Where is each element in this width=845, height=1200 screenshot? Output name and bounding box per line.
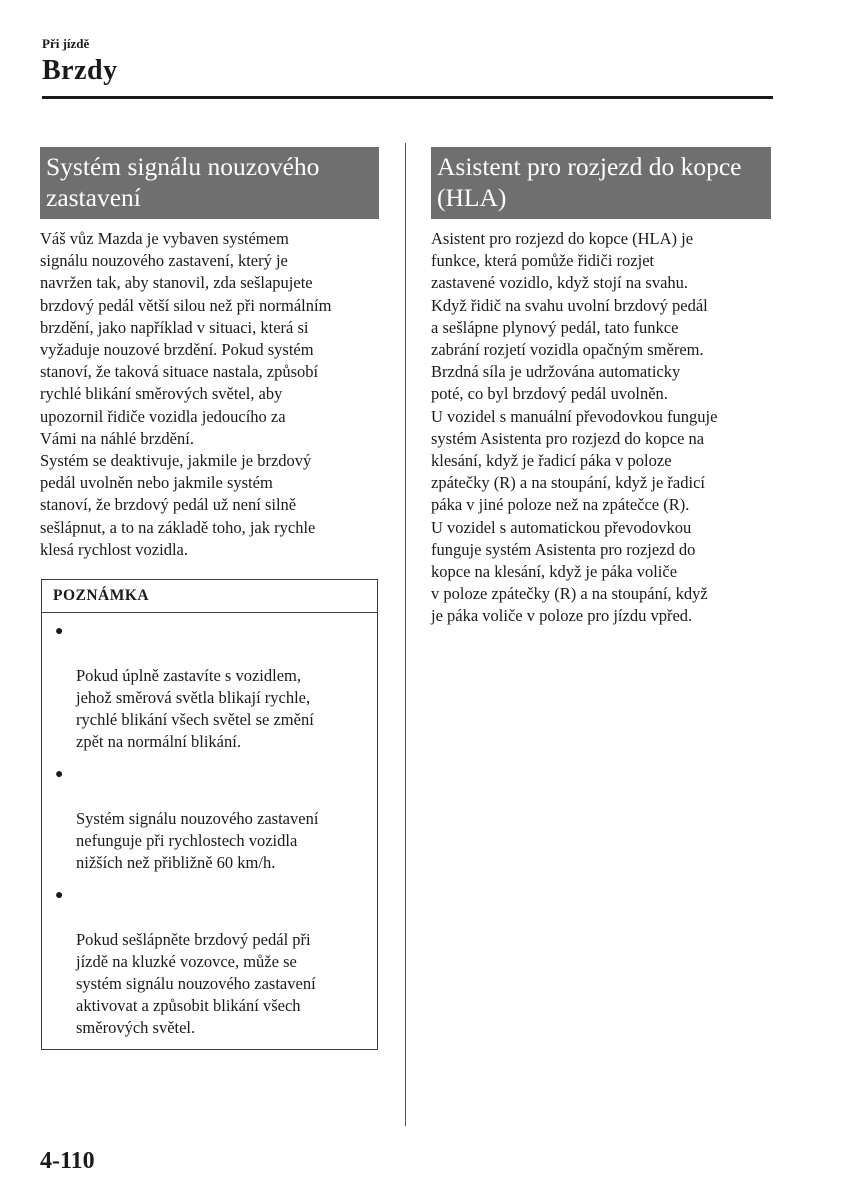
page-number: 4-110: [40, 1148, 95, 1174]
note-item-text: Systém signálu nouzového zastavení nefunguje při rychlostech vozidla nižších než přibližně 60 km/h.: [76, 809, 319, 873]
right-column: [431, 147, 773, 628]
note-item: [52, 621, 365, 753]
note-title: POZNÁMKA: [42, 580, 377, 613]
hill-assist-heading: Asistent pro rozjezd do kopce (HLA): [431, 147, 771, 219]
note-item-text: Pokud sešlápněte brzdový pedál při jízdě na kluzké vozovce, může se systém signálu nouzového zastavení aktivovat a způsobit blikání všech směrových světel.: [76, 930, 316, 1038]
emergency-signal-paragraph: Váš vůz Mazda je vybaven systémem signálu nouzového zastavení, který je navržen tak, aby stanovil, zda sešlapujete brzdový pedál větší silou než při normálním brzdění, jako například v situaci, která si vyžaduje nouzové brzdění. Pokud systém stanoví, že taková situace nastala, způsobí rychlé blikání směrových světel, aby upozornil řidiče vozidla jedoucího za Vámi na náhlé brzdění. Systém se deaktivuje, jakmile je brzdový pedál uvolněn nebo jakmile systém stanoví, že brzdový pedál už není silně sešlápnut, a to na základě toho, jak rychle klesá rychlost vozidla.: [40, 229, 332, 559]
left-column: [40, 147, 382, 1050]
bullet-icon: ●: [55, 888, 64, 904]
emergency-signal-heading: Systém signálu nouzového zastavení: [40, 147, 379, 219]
note-box: [41, 579, 378, 1050]
title-rule: [42, 96, 773, 99]
note-list: [42, 613, 377, 1049]
note-item: [52, 885, 365, 1039]
section-label: Při jízdě: [42, 36, 90, 51]
note-item-text: Pokud úplně zastavíte s vozidlem, jehož směrová světla blikají rychle, rychlé blikání všech světel se změní zpět na normální blikání.: [76, 666, 314, 752]
bullet-icon: ●: [55, 624, 64, 640]
column-divider: [405, 143, 406, 1126]
bullet-icon: ●: [55, 767, 64, 783]
page-title: Brzdy: [42, 55, 118, 86]
note-item: [52, 764, 365, 874]
hill-assist-paragraph: Asistent pro rozjezd do kopce (HLA) je funkce, která pomůže řidiči rozjet zastavené vozidlo, když stojí na svahu. Když řidič na svahu uvolní brzdový pedál a sešlápne plynový pedál, tato funkce zabrání rozjetí vozidla opačným směrem. Brzdná síla je udržována automaticky poté, co byl brzdový pedál uvolněn. U vozidel s manuální převodovkou funguje systém Asistenta pro rozjezd do kopce na klesání, když je řadicí páka v poloze zpátečky (R) a na stoupání, když je řadicí páka v jiné poloze než na zpátečce (R). U vozidel s automatickou převodovkou funguje systém Asistenta pro rozjezd do kopce na klesání, když je páka voliče v poloze zpátečky (R) a na stoupání, když je páka voliče v poloze pro jízdu vpřed.: [431, 229, 718, 626]
